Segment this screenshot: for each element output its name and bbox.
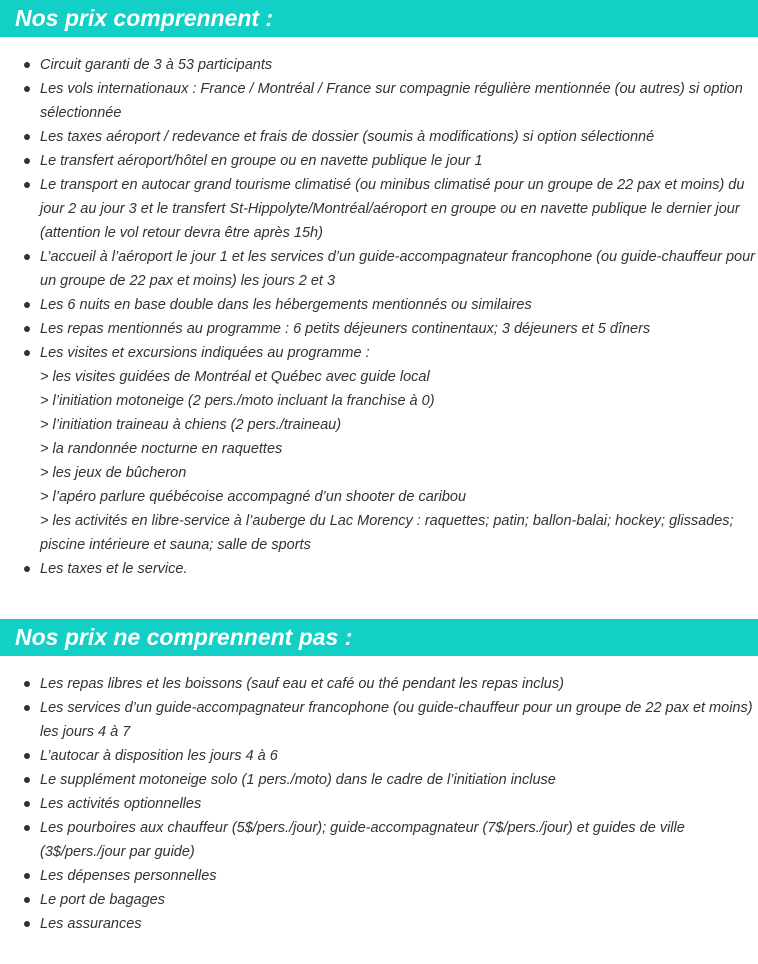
list-item: Les 6 nuits en base double dans les hébergements mentionnés ou similaires (0, 293, 758, 317)
list-item: Les repas libres et les boissons (sauf eau et café ou thé pendant les repas inclus) (0, 672, 758, 696)
excluded-list (0, 656, 758, 936)
list-item: L’autocar à disposition les jours 4 à 6 (0, 744, 758, 768)
list-item: Le port de bagages (0, 888, 758, 912)
included-heading: Nos prix comprennent : (0, 0, 758, 37)
visit-sub-item: > l’initiation traineau à chiens (2 pers./traineau) (40, 417, 342, 433)
excluded-heading: Nos prix ne comprennent pas : (0, 619, 758, 656)
visit-sub-item: > les visites guidées de Montréal et Québec avec guide local (40, 369, 430, 385)
list-item: Les repas mentionnés au programme : 6 petits déjeuners continentaux; 3 déjeuners et 5 dîners (0, 317, 758, 341)
visits-intro: Les visites et excursions indiquées au programme : (40, 345, 370, 361)
list-item: Les pourboires aux chauffeur (5$/pers./jour); guide-accompagnateur (7$/pers./jour) et guides de ville (3$/pers./jour par guide) (0, 816, 758, 864)
list-item: Les services d’un guide-accompagnateur francophone (ou guide-chauffeur pour un groupe de 22 pax et moins) les jours 4 à 7 (0, 696, 758, 744)
list-item: Les taxes et le service. (0, 557, 758, 581)
list-item: Le supplément motoneige solo (1 pers./moto) dans le cadre de l’initiation incluse (0, 768, 758, 792)
list-item: Les vols internationaux : France / Montréal / France sur compagnie régulière mentionnée (ou autres) si option sélectionnée (0, 77, 758, 125)
list-item: Le transport en autocar grand tourisme climatisé (ou minibus climatisé pour un groupe de 22 pax et moins) du jour 2 au jour 3 et le transfert St-Hippolyte/Montréal/aéroport en groupe ou en navette publique le dernier jour (attention le vol retour devra être après 15h) (0, 173, 758, 245)
list-item: Les taxes aéroport / redevance et frais de dossier (soumis à modifications) si option sélectionné (0, 125, 758, 149)
included-list (0, 37, 758, 581)
visit-sub-item: > l’initiation motoneige (2 pers./moto incluant la franchise à 0) (40, 393, 435, 409)
visit-sub-item: > la randonnée nocturne en raquettes (40, 441, 283, 457)
list-item: L’accueil à l’aéroport le jour 1 et les services d’un guide-accompagnateur francophone (ou guide-chauffeur pour un groupe de 22 pax et moins) les jours 2 et 3 (0, 245, 758, 293)
list-item: Les activités optionnelles (0, 792, 758, 816)
list-item-visits (0, 341, 758, 557)
list-item: Circuit garanti de 3 à 53 participants (0, 53, 758, 77)
visit-sub-item: > les jeux de bûcheron (40, 465, 187, 481)
visit-sub-item: > l’apéro parlure québécoise accompagné d’un shooter de caribou (40, 489, 467, 505)
list-item: Les assurances (0, 912, 758, 936)
list-item: Le transfert aéroport/hôtel en groupe ou en navette publique le jour 1 (0, 149, 758, 173)
list-item: Les dépenses personnelles (0, 864, 758, 888)
visit-sub-item: > les activités en libre-service à l’auberge du Lac Morency : raquettes; patin; ballon-balai; hockey; glissades; piscine intérieure et sauna; salle de sports (40, 513, 734, 553)
